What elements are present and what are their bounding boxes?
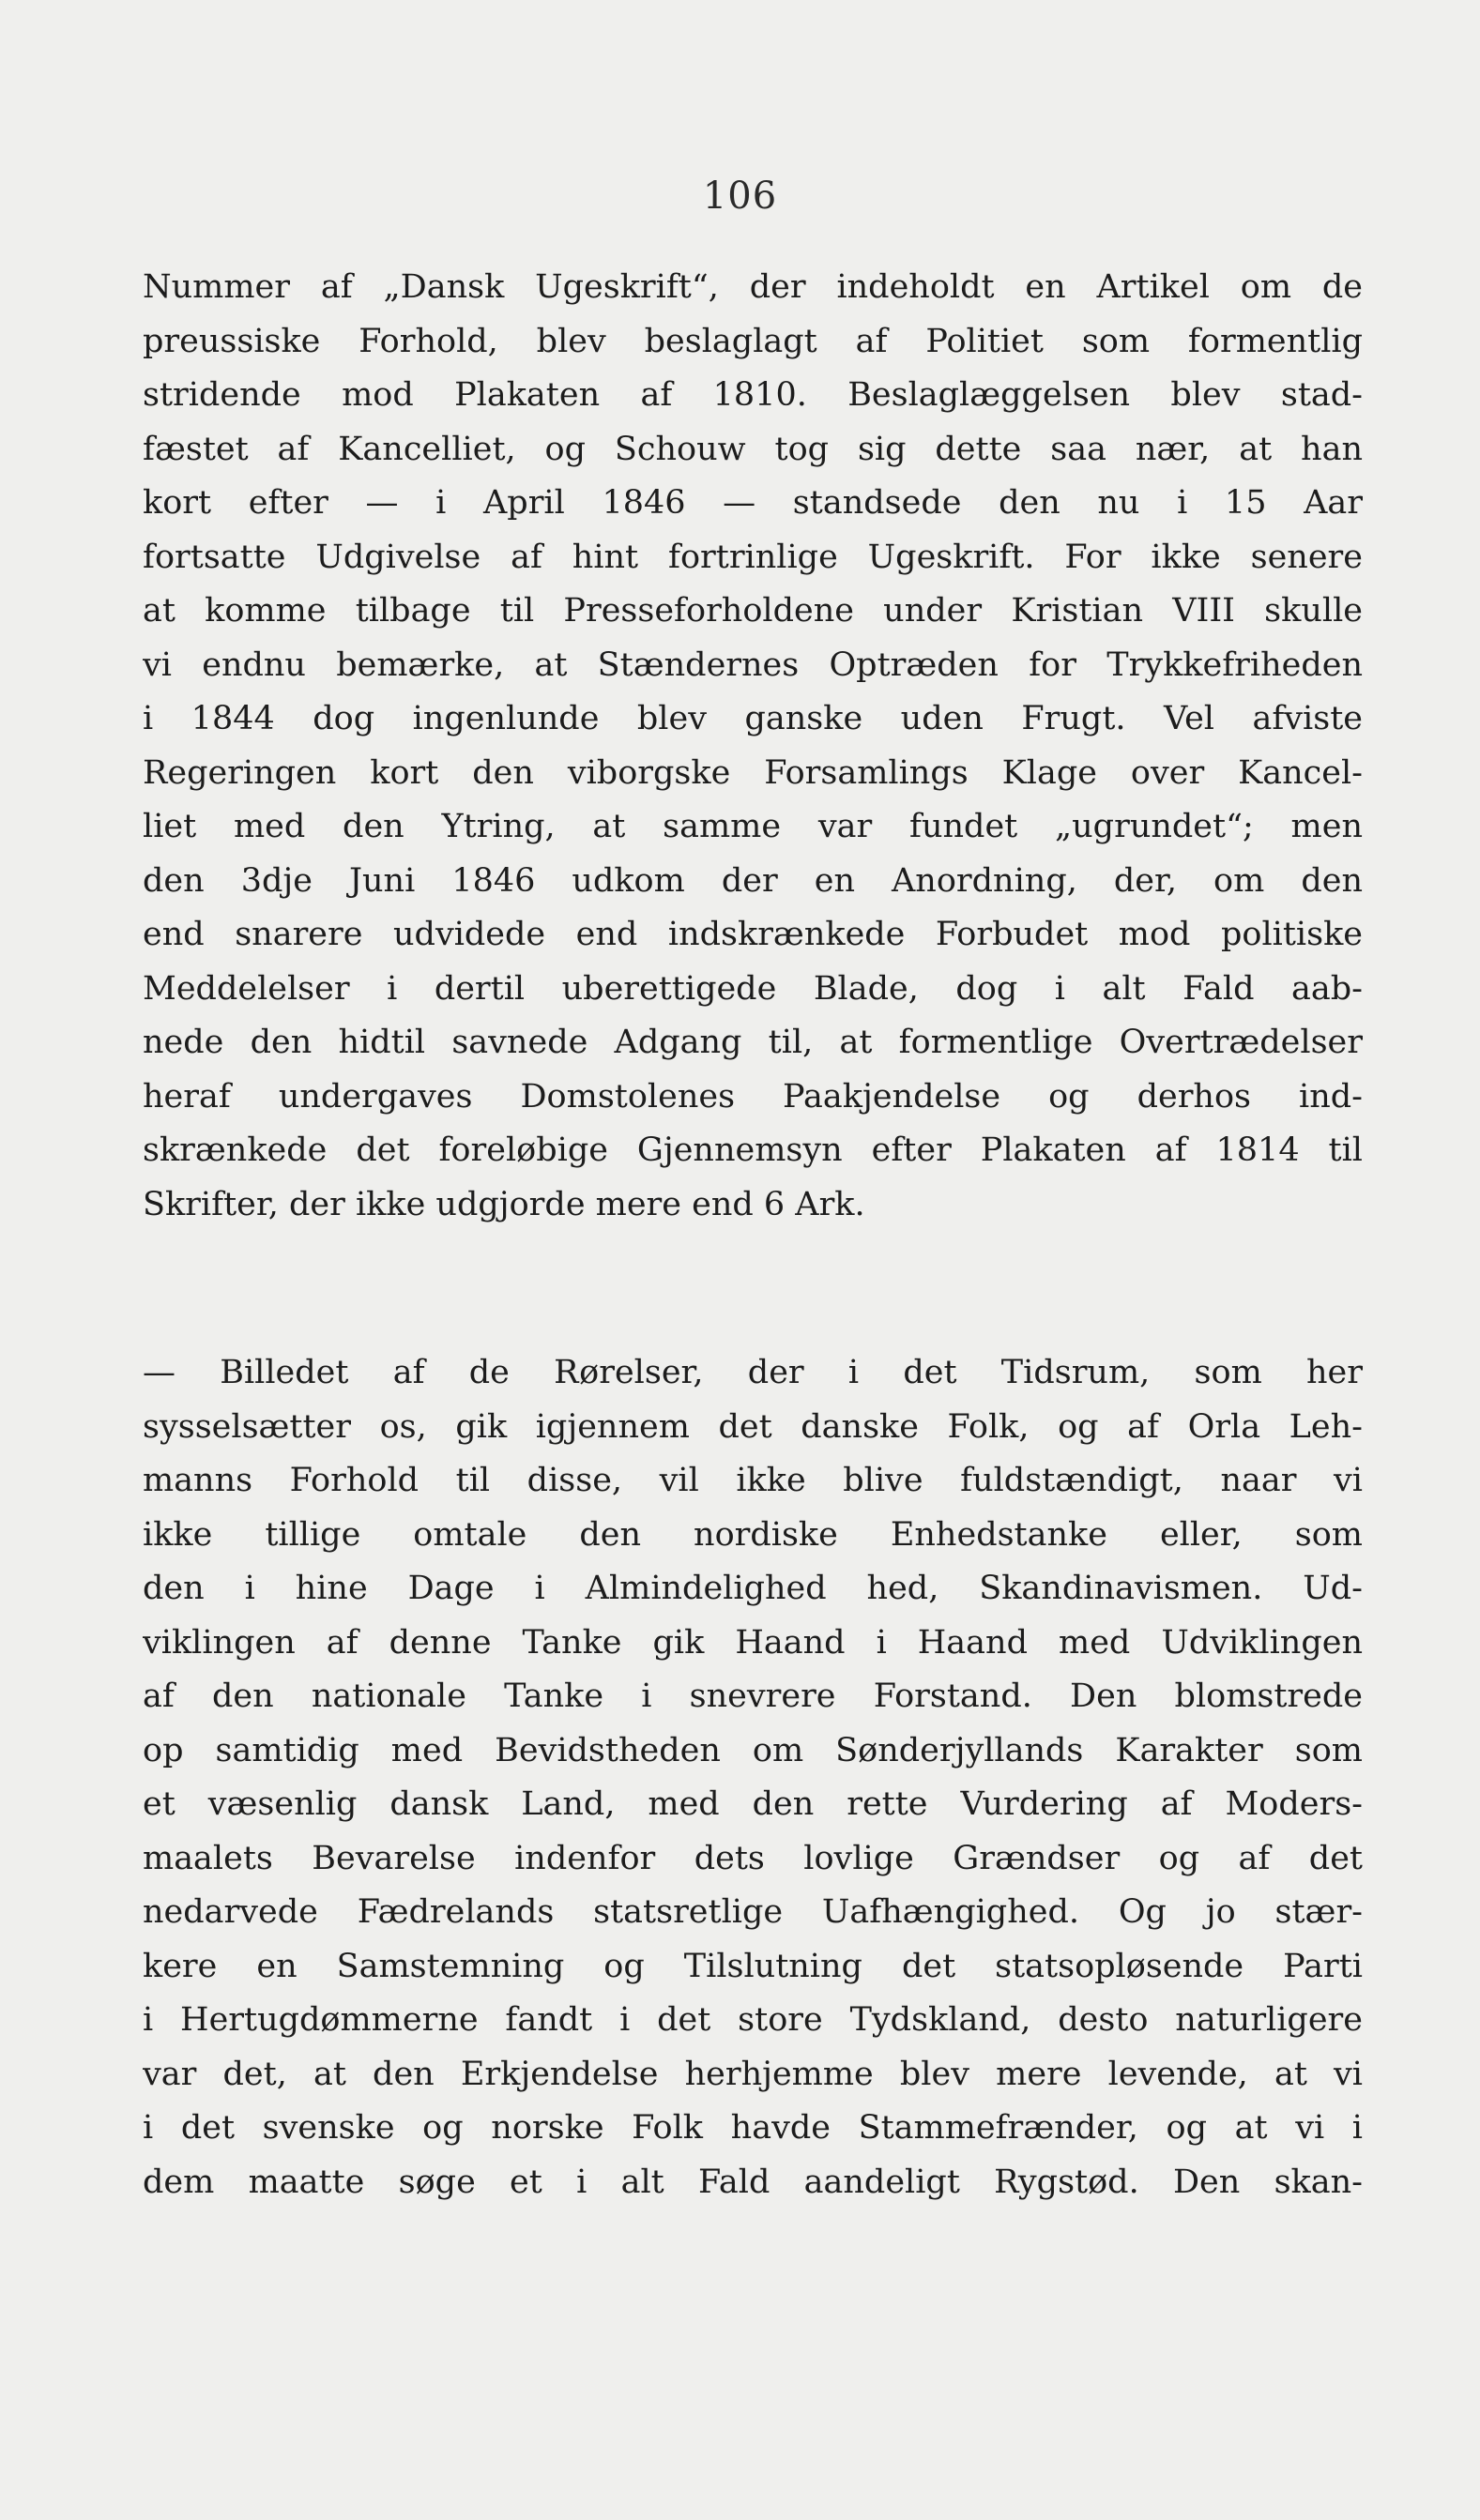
paragraph-line: heraf undergaves Domstolenes Paakjendelse og derhos ind-	[143, 1077, 1363, 1116]
paragraph-line: kere en Samstemning og Tilslutning det statsopløsende Parti	[143, 1947, 1363, 1985]
paragraph-line: op samtidig med Bevidstheden om Sønderjyllands Karakter som	[143, 1731, 1363, 1769]
paragraph-line: liet med den Ytring, at samme var fundet „ugrundet“; men	[143, 808, 1363, 845]
paragraph-line: nede den hidtil savnede Adgang til, at formentlige Overtrædelser	[143, 1024, 1363, 1061]
paragraph-1	[143, 261, 1363, 1232]
paragraph-line: Skrifter, der ikke udgjorde mere end 6 Ark.	[143, 1185, 865, 1223]
paragraph-line: viklingen af denne Tanke gik Haand i Haand med Udviklingen	[143, 1623, 1363, 1662]
paragraph-line: ikke tillige omtale den nordiske Enhedstanke eller, som	[143, 1515, 1363, 1554]
paragraph-line: var det, at den Erkjendelse herhjemme blev mere levende, at vi	[143, 2055, 1363, 2093]
paragraph-line: maalets Bevarelse indenfor dets lovlige Grændser og af det	[143, 1839, 1363, 1877]
paragraph-line: stridende mod Plakaten af 1810. Beslaglæggelsen blev stad-	[143, 376, 1363, 414]
page-number: 106	[702, 175, 778, 218]
paragraph-line: end snarere udvidede end indskrænkede Forbudet mod politiske	[143, 916, 1363, 953]
paragraph-line: preussiske Forhold, blev beslaglagt af Politiet som formentlig	[143, 322, 1363, 360]
paragraph-line: i Hertugdømmerne fandt i det store Tydskland, desto naturligere	[143, 2001, 1363, 2039]
paragraph-line: et væsenlig dansk Land, med den rette Vurdering af Moders-	[143, 1785, 1363, 1823]
paragraph-line: af den nationale Tanke i snevrere Forstand. Den blomstrede	[143, 1677, 1363, 1715]
paragraph-line: at komme tilbage til Presseforholdene under Kristian VIII skulle	[143, 592, 1363, 630]
paragraph-line: Regeringen kort den viborgske Forsamlings Klage over Kancel-	[143, 753, 1363, 792]
paragraph-line: i det svenske og norske Folk havde Stammefrænder, og at vi i	[143, 2109, 1363, 2147]
paragraph-line: fæstet af Kancelliet, og Schouw tog sig dette saa nær, at han	[143, 430, 1363, 468]
paragraph-line: — Billedet af de Rørelser, der i det Tidsrum, som her	[143, 1354, 1363, 1391]
paragraph-2	[143, 1346, 1363, 2209]
paragraph-line: sysselsætter os, gik igjennem det danske Folk, og af Orla Leh-	[143, 1407, 1363, 1446]
paragraph-line: vi endnu bemærke, at Stændernes Optræden for Trykkefriheden	[143, 645, 1363, 684]
paragraph-line: skrænkede det foreløbige Gjennemsyn efter Plakaten af 1814 til	[143, 1131, 1363, 1169]
paragraph-line: den i hine Dage i Almindelighed hed, Skandinavismen. Ud-	[143, 1570, 1363, 1607]
paragraph-line: nedarvede Fædrelands statsretlige Uafhængighed. Og jo stær-	[143, 1893, 1363, 1931]
paragraph-line: dem maatte søge et i alt Fald aandeligt Rygstød. Den skan-	[143, 2163, 1363, 2201]
paragraph-line: kort efter — i April 1846 — standsede den nu i 15 Aar	[143, 484, 1363, 522]
paragraph-line: manns Forhold til disse, vil ikke blive fuldstændigt, naar vi	[143, 1462, 1363, 1499]
paragraph-line: Nummer af „Dansk Ugeskrift“, der indeholdt en Artikel om de	[143, 268, 1363, 306]
paragraph-line: fortsatte Udgivelse af hint fortrinlige Ugeskrift. For ikke senere	[143, 538, 1363, 576]
paragraph-line: i 1844 dog ingenlunde blev ganske uden Frugt. Vel afviste	[143, 700, 1363, 737]
paragraph-line: den 3dje Juni 1846 udkom der en Anordning, der, om den	[143, 861, 1363, 900]
paragraph-line: Meddelelser i dertil uberettigede Blade, dog i alt Fald aab-	[143, 969, 1363, 1008]
